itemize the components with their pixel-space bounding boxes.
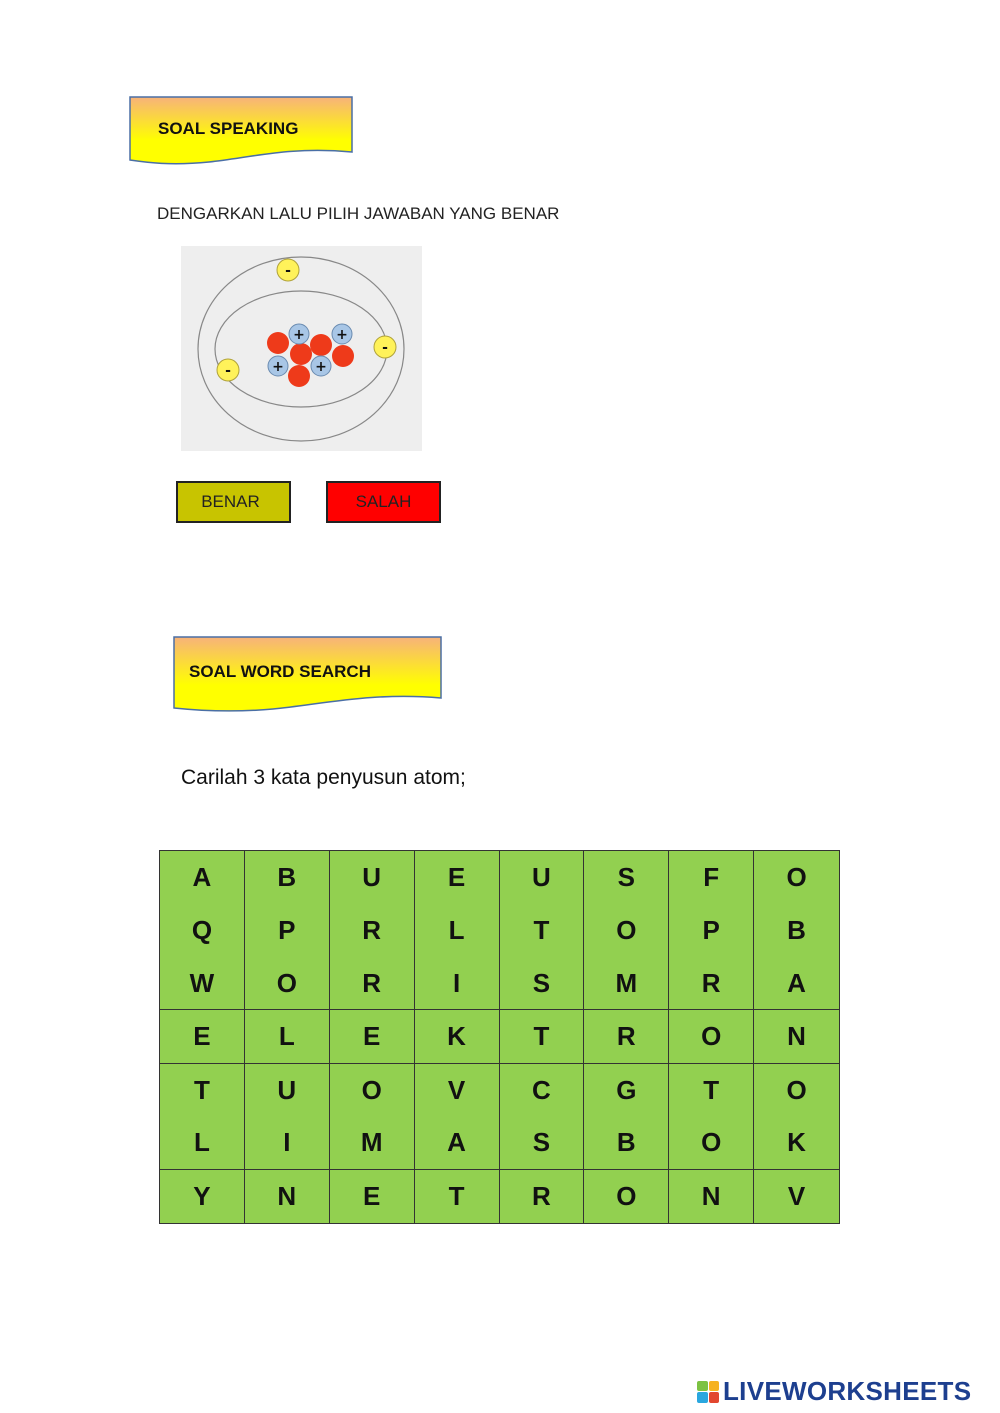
grid-cell[interactable]: A	[415, 1117, 500, 1170]
grid-cell[interactable]: M	[330, 1117, 415, 1170]
section-banner-speaking	[129, 96, 353, 166]
grid-cell[interactable]: R	[584, 1010, 669, 1063]
svg-text:+: +	[315, 359, 327, 375]
svg-text:-: -	[225, 363, 231, 379]
svg-text:+: +	[272, 359, 284, 375]
word-search-task: Carilah 3 kata penyusun atom;	[181, 766, 466, 789]
grid-cell[interactable]: T	[160, 1064, 245, 1117]
grid-cell[interactable]: K	[415, 1010, 500, 1063]
section-banner-word-search	[173, 636, 442, 714]
grid-cell[interactable]: V	[787, 1180, 806, 1211]
grid-cell[interactable]: P	[669, 904, 754, 957]
grid-cell[interactable]: A	[754, 957, 839, 1010]
grid-cell[interactable]: R	[330, 904, 415, 957]
grid-cell[interactable]: N	[754, 1010, 839, 1063]
grid-cell[interactable]: R	[669, 957, 754, 1010]
instruction-text: DENGARKAN LALU PILIH JAWABAN YANG BENAR	[157, 204, 560, 223]
grid-cell[interactable]: W	[160, 957, 245, 1010]
grid-cell[interactable]: B	[584, 1117, 669, 1170]
logo-icon	[697, 1381, 719, 1403]
grid-cell[interactable]: T	[669, 1064, 754, 1117]
svg-text:-: -	[382, 340, 388, 356]
grid-cell[interactable]: Y	[160, 1170, 245, 1223]
grid-cell[interactable]: L	[160, 1117, 245, 1170]
grid-cell[interactable]: O	[669, 1117, 754, 1170]
grid-cell[interactable]: E	[330, 1170, 415, 1223]
grid-cell[interactable]: S	[500, 1117, 585, 1170]
grid-cell[interactable]: Q	[160, 904, 245, 957]
grid-cell[interactable]: O	[584, 904, 669, 957]
grid-cell[interactable]: O	[669, 1010, 754, 1063]
grid-cell[interactable]: O	[584, 1170, 669, 1223]
svg-text:-: -	[285, 263, 291, 279]
grid-cell[interactable]: M	[584, 957, 669, 1010]
grid-cell[interactable]: N	[245, 1170, 330, 1223]
grid-cell[interactable]: R	[500, 1170, 585, 1223]
grid-cell[interactable]: U	[245, 1064, 330, 1117]
grid-cell[interactable]: U	[500, 851, 585, 904]
grid-cell[interactable]: T	[415, 1170, 500, 1223]
grid-cell[interactable]: O	[330, 1064, 415, 1117]
grid-cell[interactable]: B	[245, 851, 330, 904]
grid-cell[interactable]: I	[415, 957, 500, 1010]
grid-cell[interactable]: E	[330, 1010, 415, 1063]
grid-cell[interactable]: T	[500, 904, 585, 957]
benar-button[interactable]: BENAR	[176, 481, 291, 523]
grid-cell[interactable]: A	[160, 851, 245, 904]
grid-cell[interactable]: E	[160, 1010, 245, 1063]
word-search-grid	[159, 850, 840, 1224]
grid-cell[interactable]: G	[584, 1064, 669, 1117]
grid-cell[interactable]: K	[754, 1117, 839, 1170]
liveworksheets-logo	[697, 1376, 971, 1407]
grid-cell[interactable]: P	[245, 904, 330, 957]
svg-text:+: +	[293, 327, 305, 343]
atom-diagram-image	[181, 246, 422, 451]
grid-cell[interactable]: U	[330, 851, 415, 904]
grid-cell[interactable]: S	[584, 851, 669, 904]
grid-cell[interactable]: S	[500, 957, 585, 1010]
grid-cell[interactable]: C	[500, 1064, 585, 1117]
section-title: SOAL SPEAKING	[158, 119, 299, 138]
grid-cell[interactable]: F	[669, 851, 754, 904]
grid-cell[interactable]: N	[669, 1170, 754, 1223]
grid-cell[interactable]: O	[786, 862, 807, 893]
grid-cell[interactable]: I	[245, 1117, 330, 1170]
grid-cell[interactable]: V	[415, 1064, 500, 1117]
grid-cell[interactable]: T	[500, 1010, 585, 1063]
salah-button[interactable]: SALAH	[326, 481, 441, 523]
grid-cell[interactable]: R	[330, 957, 415, 1010]
grid-cell[interactable]: B	[787, 915, 806, 946]
section-title: SOAL WORD SEARCH	[189, 662, 371, 681]
logo-text: LIVEWORKSHEETS	[723, 1376, 972, 1406]
grid-cell[interactable]: O	[245, 957, 330, 1010]
svg-text:+: +	[336, 327, 348, 343]
grid-cell[interactable]: E	[415, 851, 500, 904]
grid-cell[interactable]: L	[415, 904, 500, 957]
grid-cell[interactable]: O	[786, 1074, 807, 1105]
grid-cell[interactable]: L	[245, 1010, 330, 1063]
